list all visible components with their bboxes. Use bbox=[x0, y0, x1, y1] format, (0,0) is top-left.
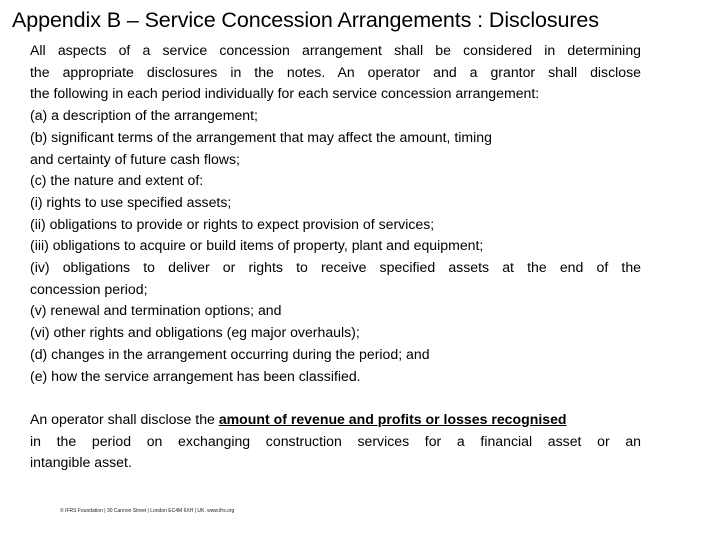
intro-line: the following in each period individually for each service concession arrangement: bbox=[30, 85, 540, 102]
list-item-c-v: (v) renewal and termination options; and bbox=[30, 302, 282, 319]
list-item-c: (c) the nature and extent of: bbox=[30, 172, 204, 189]
list-item-a: (a) a description of the arrangement; bbox=[30, 107, 258, 124]
closing-paragraph bbox=[30, 409, 641, 474]
list-item-c-iii: (iii) obligations to acquire or build items of property, plant and equipment; bbox=[30, 237, 484, 254]
list-item-d: (d) changes in the arrangement occurring during the period; and bbox=[30, 345, 430, 362]
closing-emphasis: amount of revenue and profits or losses recognised bbox=[218, 410, 567, 427]
footer-text: © IFRS Foundation | 30 Cannon Street | London EC4M 6XH | UK. www.ifrs.org bbox=[60, 508, 235, 514]
intro-line: the appropriate disclosures in the notes. An operator and a grantor shall disclose bbox=[30, 63, 641, 80]
disclosure-list bbox=[30, 105, 641, 387]
list-item-b-continued: and certainty of future cash flows; bbox=[30, 150, 240, 167]
closing-line: in the period on exchanging construction services for a financial asset or an bbox=[30, 432, 641, 449]
list-item-c-vi: (vi) other rights and obligations (eg major overhauls); bbox=[30, 324, 360, 341]
slide-title: Appendix B – Service Concession Arrangements : Disclosures bbox=[12, 8, 599, 32]
intro-paragraph bbox=[30, 40, 641, 105]
list-item-b: (b) significant terms of the arrangement that may affect the amount, timing bbox=[30, 128, 492, 145]
closing-line: intangible asset. bbox=[30, 454, 132, 471]
closing-prefix: An operator shall disclose the bbox=[30, 410, 219, 427]
list-item-c-i: (i) rights to use specified assets; bbox=[30, 193, 232, 210]
list-item-c-iv-continued: concession period; bbox=[30, 280, 148, 297]
list-item-c-ii: (ii) obligations to provide or rights to expect provision of services; bbox=[30, 215, 435, 232]
list-item-e: (e) how the service arrangement has been classified. bbox=[30, 367, 361, 384]
slide-body bbox=[30, 40, 641, 474]
paragraph-spacer bbox=[30, 387, 641, 409]
closing-line bbox=[30, 409, 641, 431]
intro-line: All aspects of a service concession arrangement shall be considered in determining bbox=[30, 42, 641, 58]
list-item-c-iv: (iv) obligations to deliver or rights to receive specified assets at the end of the bbox=[30, 259, 641, 276]
